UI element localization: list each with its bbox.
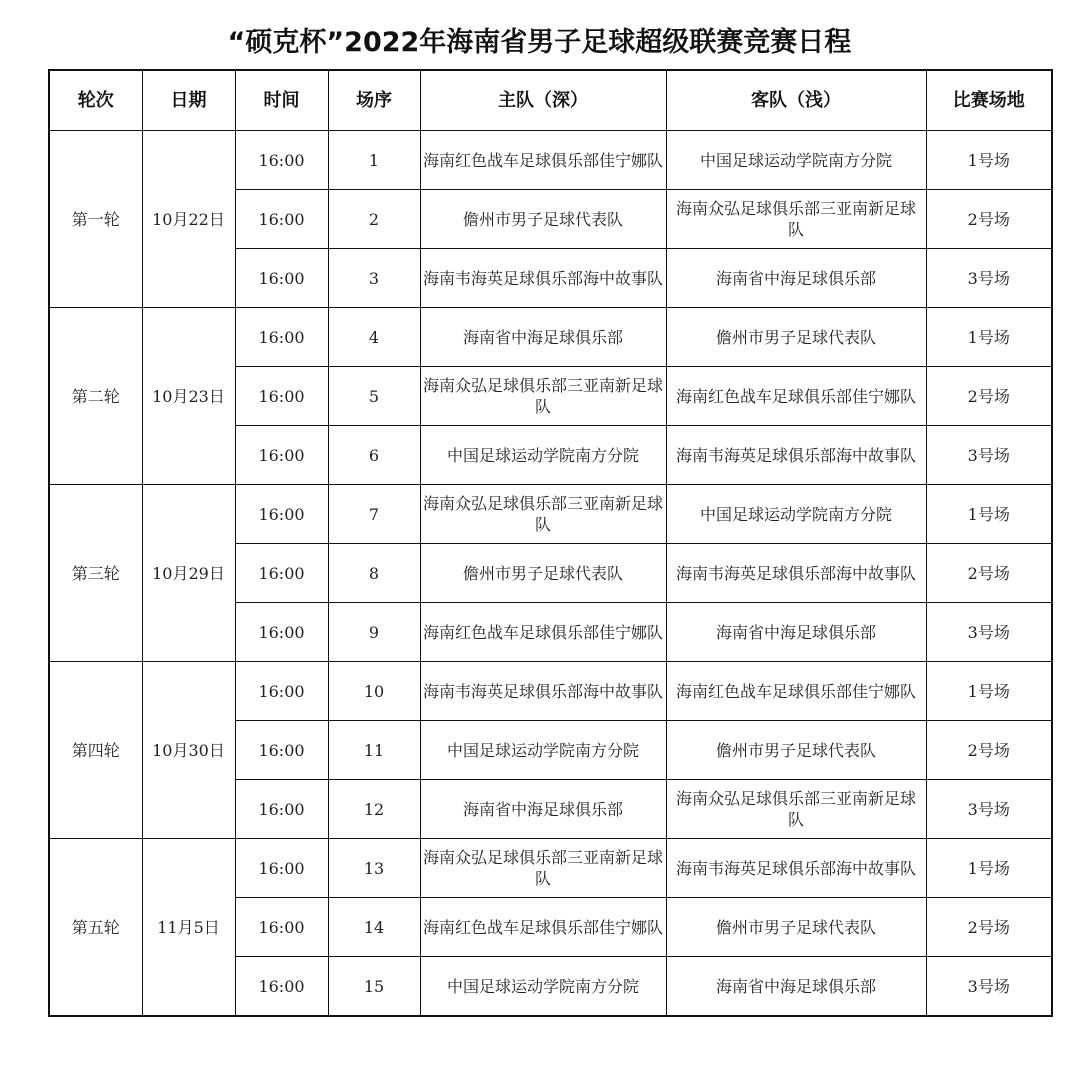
time-cell: 16:00	[235, 957, 328, 1017]
table-row	[49, 839, 1052, 898]
home-team-cell: 儋州市男子足球代表队	[420, 190, 666, 249]
home-team-cell: 海南省中海足球俱乐部	[420, 308, 666, 367]
time-cell: 16:00	[235, 131, 328, 190]
away-team-cell: 海南韦海英足球俱乐部海中故事队	[666, 544, 926, 603]
away-team-cell: 海南省中海足球俱乐部	[666, 249, 926, 308]
home-team-cell: 海南红色战车足球俱乐部佳宁娜队	[420, 603, 666, 662]
venue-cell: 3号场	[926, 957, 1052, 1017]
match-no-cell: 12	[328, 780, 420, 839]
time-cell: 16:00	[235, 249, 328, 308]
document-title: “硕克杯”2022年海南省男子足球超级联赛竞赛日程	[227, 27, 852, 58]
round-cell: 第五轮	[49, 839, 142, 1017]
venue-cell: 2号场	[926, 544, 1052, 603]
home-team-cell: 儋州市男子足球代表队	[420, 544, 666, 603]
match-no-cell: 5	[328, 367, 420, 426]
venue-cell: 2号场	[926, 190, 1052, 249]
match-no-cell: 7	[328, 485, 420, 544]
venue-cell: 1号场	[926, 485, 1052, 544]
venue-cell: 1号场	[926, 131, 1052, 190]
header-date: 日期	[142, 70, 235, 131]
away-team-cell: 中国足球运动学院南方分院	[666, 131, 926, 190]
time-cell: 16:00	[235, 308, 328, 367]
time-cell: 16:00	[235, 898, 328, 957]
venue-cell: 2号场	[926, 721, 1052, 780]
table-row	[49, 485, 1052, 544]
round-cell: 第三轮	[49, 485, 142, 662]
home-team-cell: 海南众弘足球俱乐部三亚南新足球队	[420, 485, 666, 544]
venue-cell: 1号场	[926, 308, 1052, 367]
match-no-cell: 15	[328, 957, 420, 1017]
home-team-cell: 海南韦海英足球俱乐部海中故事队	[420, 249, 666, 308]
date-cell: 10月23日	[142, 308, 235, 485]
header-away-team: 客队（浅）	[666, 70, 926, 131]
header-home-team: 主队（深）	[420, 70, 666, 131]
time-cell: 16:00	[235, 544, 328, 603]
away-team-cell: 儋州市男子足球代表队	[666, 721, 926, 780]
match-no-cell: 4	[328, 308, 420, 367]
match-no-cell: 6	[328, 426, 420, 485]
schedule-table	[48, 69, 1053, 1017]
home-team-cell: 海南省中海足球俱乐部	[420, 780, 666, 839]
match-no-cell: 1	[328, 131, 420, 190]
round-cell: 第二轮	[49, 308, 142, 485]
home-team-cell: 海南众弘足球俱乐部三亚南新足球队	[420, 367, 666, 426]
schedule-body	[49, 131, 1052, 1017]
home-team-cell: 海南红色战车足球俱乐部佳宁娜队	[420, 898, 666, 957]
round-cell: 第一轮	[49, 131, 142, 308]
home-team-cell: 海南红色战车足球俱乐部佳宁娜队	[420, 131, 666, 190]
time-cell: 16:00	[235, 367, 328, 426]
header-time: 时间	[235, 70, 328, 131]
home-team-cell: 海南韦海英足球俱乐部海中故事队	[420, 662, 666, 721]
away-team-cell: 海南韦海英足球俱乐部海中故事队	[666, 839, 926, 898]
away-team-cell: 中国足球运动学院南方分院	[666, 485, 926, 544]
match-no-cell: 3	[328, 249, 420, 308]
home-team-cell: 中国足球运动学院南方分院	[420, 957, 666, 1017]
header-match-no: 场序	[328, 70, 420, 131]
header-row	[49, 70, 1052, 131]
match-no-cell: 10	[328, 662, 420, 721]
match-no-cell: 14	[328, 898, 420, 957]
venue-cell: 3号场	[926, 426, 1052, 485]
match-no-cell: 11	[328, 721, 420, 780]
date-cell: 11月5日	[142, 839, 235, 1017]
venue-cell: 1号场	[926, 662, 1052, 721]
home-team-cell: 海南众弘足球俱乐部三亚南新足球队	[420, 839, 666, 898]
away-team-cell: 海南省中海足球俱乐部	[666, 957, 926, 1017]
away-team-cell: 儋州市男子足球代表队	[666, 898, 926, 957]
match-no-cell: 9	[328, 603, 420, 662]
venue-cell: 2号场	[926, 898, 1052, 957]
away-team-cell: 海南红色战车足球俱乐部佳宁娜队	[666, 367, 926, 426]
header-venue: 比赛场地	[926, 70, 1052, 131]
table-row	[49, 662, 1052, 721]
time-cell: 16:00	[235, 485, 328, 544]
time-cell: 16:00	[235, 662, 328, 721]
match-no-cell: 2	[328, 190, 420, 249]
venue-cell: 3号场	[926, 780, 1052, 839]
home-team-cell: 中国足球运动学院南方分院	[420, 426, 666, 485]
away-team-cell: 海南韦海英足球俱乐部海中故事队	[666, 426, 926, 485]
time-cell: 16:00	[235, 426, 328, 485]
time-cell: 16:00	[235, 839, 328, 898]
table-row	[49, 131, 1052, 190]
date-cell: 10月22日	[142, 131, 235, 308]
venue-cell: 2号场	[926, 367, 1052, 426]
date-cell: 10月29日	[142, 485, 235, 662]
away-team-cell: 海南红色战车足球俱乐部佳宁娜队	[666, 662, 926, 721]
round-cell: 第四轮	[49, 662, 142, 839]
time-cell: 16:00	[235, 190, 328, 249]
time-cell: 16:00	[235, 721, 328, 780]
time-cell: 16:00	[235, 603, 328, 662]
time-cell: 16:00	[235, 780, 328, 839]
away-team-cell: 海南省中海足球俱乐部	[666, 603, 926, 662]
away-team-cell: 海南众弘足球俱乐部三亚南新足球队	[666, 780, 926, 839]
match-no-cell: 13	[328, 839, 420, 898]
header-round: 轮次	[49, 70, 142, 131]
date-cell: 10月30日	[142, 662, 235, 839]
venue-cell: 1号场	[926, 839, 1052, 898]
home-team-cell: 中国足球运动学院南方分院	[420, 721, 666, 780]
away-team-cell: 海南众弘足球俱乐部三亚南新足球队	[666, 190, 926, 249]
table-row	[49, 308, 1052, 367]
match-no-cell: 8	[328, 544, 420, 603]
venue-cell: 3号场	[926, 603, 1052, 662]
venue-cell: 3号场	[926, 249, 1052, 308]
away-team-cell: 儋州市男子足球代表队	[666, 308, 926, 367]
